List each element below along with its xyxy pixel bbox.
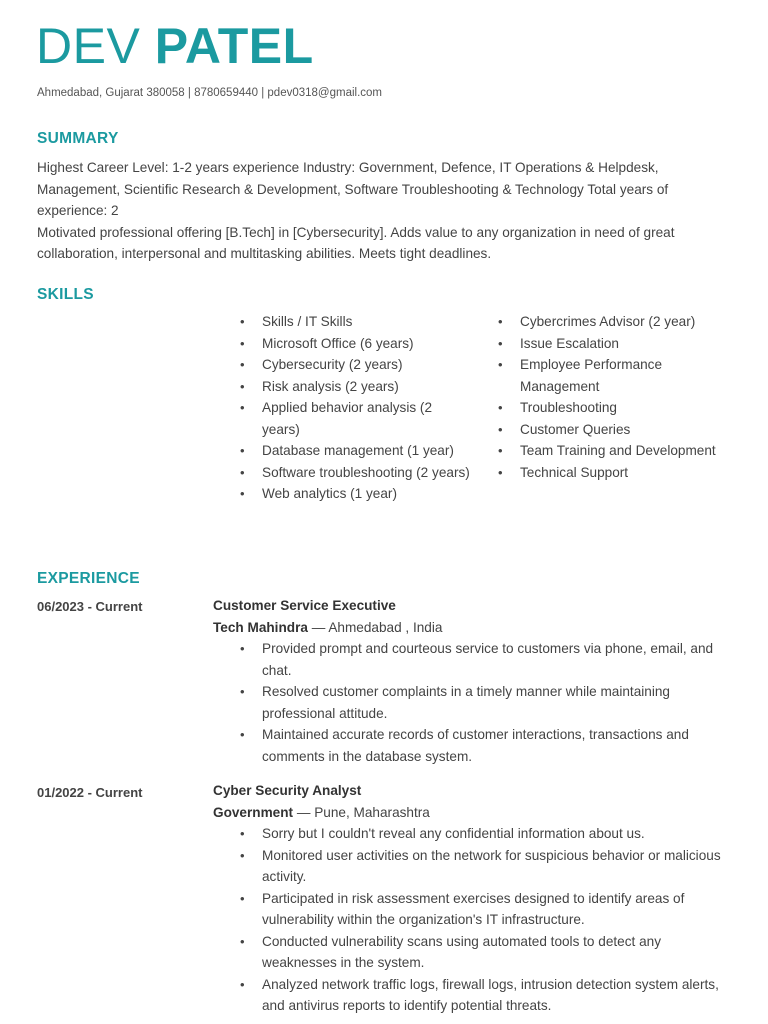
bullet-icon: • (240, 684, 245, 699)
job-bullet: • Resolved customer complaints in a timely manner while maintaining professional attitude. (237, 681, 733, 724)
bullet-icon: • (240, 335, 245, 351)
skill-item: • Cybersecurity (2 years) (237, 354, 472, 376)
skill-item: • Issue Escalation (495, 333, 730, 355)
job-entry (213, 595, 733, 767)
job-bullet: • Analyzed network traffic logs, firewall logs, intrusion detection system alerts, and antivirus reports to identify potential threats. (237, 974, 733, 1017)
skill-item: • Cybercrimes Advisor (2 year) (495, 311, 730, 333)
last-name: PATEL (154, 18, 314, 74)
bullet-icon: • (240, 486, 245, 501)
bullet-icon: • (240, 378, 245, 394)
bullet-icon: • (498, 400, 503, 415)
skill-item: • Risk analysis (2 years) (237, 376, 472, 398)
bullet-icon: • (240, 847, 245, 863)
bullet-icon: • (240, 826, 245, 841)
candidate-name (36, 18, 314, 74)
summary-paragraph: Motivated professional offering [B.Tech] in [Cybersecurity]. Adds value to any organization in need of great collaboration, interpersonal and multitasking abilities. Meets tight deadlines. (37, 224, 675, 261)
skills-heading: SKILLS (37, 286, 94, 303)
bullet-icon: • (498, 357, 503, 372)
job-location: Ahmedabad , India (328, 619, 443, 635)
skill-item: • Troubleshooting (495, 397, 730, 419)
skill-item: • Customer Queries (495, 419, 730, 441)
skills-list-left (237, 311, 472, 505)
job-bullet: • Conducted vulnerability scans using automated tools to detect any weaknesses in the system. (237, 931, 733, 974)
skill-item: • Software troubleshooting (2 years) (237, 462, 472, 484)
job-date: 01/2022 - Current (37, 785, 143, 800)
bullet-icon: • (240, 641, 245, 656)
job-location: Pune, Maharashtra (314, 804, 430, 820)
job-bullets (237, 638, 733, 767)
bullet-icon: • (498, 421, 503, 437)
bullet-icon: • (240, 464, 245, 480)
bullet-icon: • (240, 890, 245, 906)
bullet-icon: • (240, 357, 245, 372)
bullet-icon: • (498, 464, 503, 480)
job-bullet: • Sorry but I couldn't reveal any confidential information about us. (237, 823, 733, 845)
bullet-icon: • (240, 933, 245, 949)
bullet-icon: • (240, 443, 245, 458)
job-bullet: • Monitored user activities on the network for suspicious behavior or malicious activity. (237, 845, 733, 888)
job-bullet: • Provided prompt and courteous service to customers via phone, email, and chat. (237, 638, 733, 681)
experience-heading: EXPERIENCE (37, 570, 140, 587)
summary-paragraph: Highest Career Level: 1-2 years experience Industry: Government, Defence, IT Operations & Helpdesk, Management, Scientific Research & Development, Software Troubleshooting & Technology Total years of experience: 2 (37, 160, 669, 218)
job-bullet: • Participated in risk assessment exercises designed to identify areas of vulnerability within the organization's IT infrastructure. (237, 888, 733, 931)
bullet-icon: • (498, 314, 503, 329)
job-title: Customer Service Executive (213, 598, 396, 613)
bullet-icon: • (498, 443, 503, 458)
first-name: DEV (36, 18, 141, 74)
summary-heading: SUMMARY (37, 130, 119, 147)
bullet-icon: • (240, 976, 245, 992)
job-entry (213, 780, 733, 1017)
skill-item: • Database management (1 year) (237, 440, 472, 462)
bullet-icon: • (240, 314, 245, 329)
job-bullets (237, 823, 733, 1017)
skill-item: • Microsoft Office (6 years) (237, 333, 472, 355)
summary-text (37, 157, 737, 265)
bullet-icon: • (240, 400, 245, 415)
bullet-icon: • (240, 727, 245, 742)
job-company-line: Government — Pune, Maharashtra (213, 804, 430, 820)
job-company-line: Tech Mahindra — Ahmedabad , India (213, 619, 443, 635)
skill-item: • Applied behavior analysis (2 years) (237, 397, 472, 440)
job-bullet: • Maintained accurate records of customer interactions, transactions and comments in the database system. (237, 724, 733, 767)
job-title: Cyber Security Analyst (213, 783, 362, 798)
company-name: Tech Mahindra (213, 619, 308, 635)
skill-item: • Technical Support (495, 462, 730, 484)
job-date: 06/2023 - Current (37, 599, 143, 614)
skill-item: • Employee Performance Management (495, 354, 730, 397)
skill-item: • Web analytics (1 year) (237, 483, 472, 505)
bullet-icon: • (498, 335, 503, 351)
company-name: Government (213, 804, 294, 820)
skill-item: • Team Training and Development (495, 440, 730, 462)
skills-list-right (495, 311, 730, 483)
contact-info: Ahmedabad, Gujarat 380058 | 8780659440 | pdev0318@gmail.com (37, 87, 382, 99)
skill-item: • Skills / IT Skills (237, 311, 472, 333)
